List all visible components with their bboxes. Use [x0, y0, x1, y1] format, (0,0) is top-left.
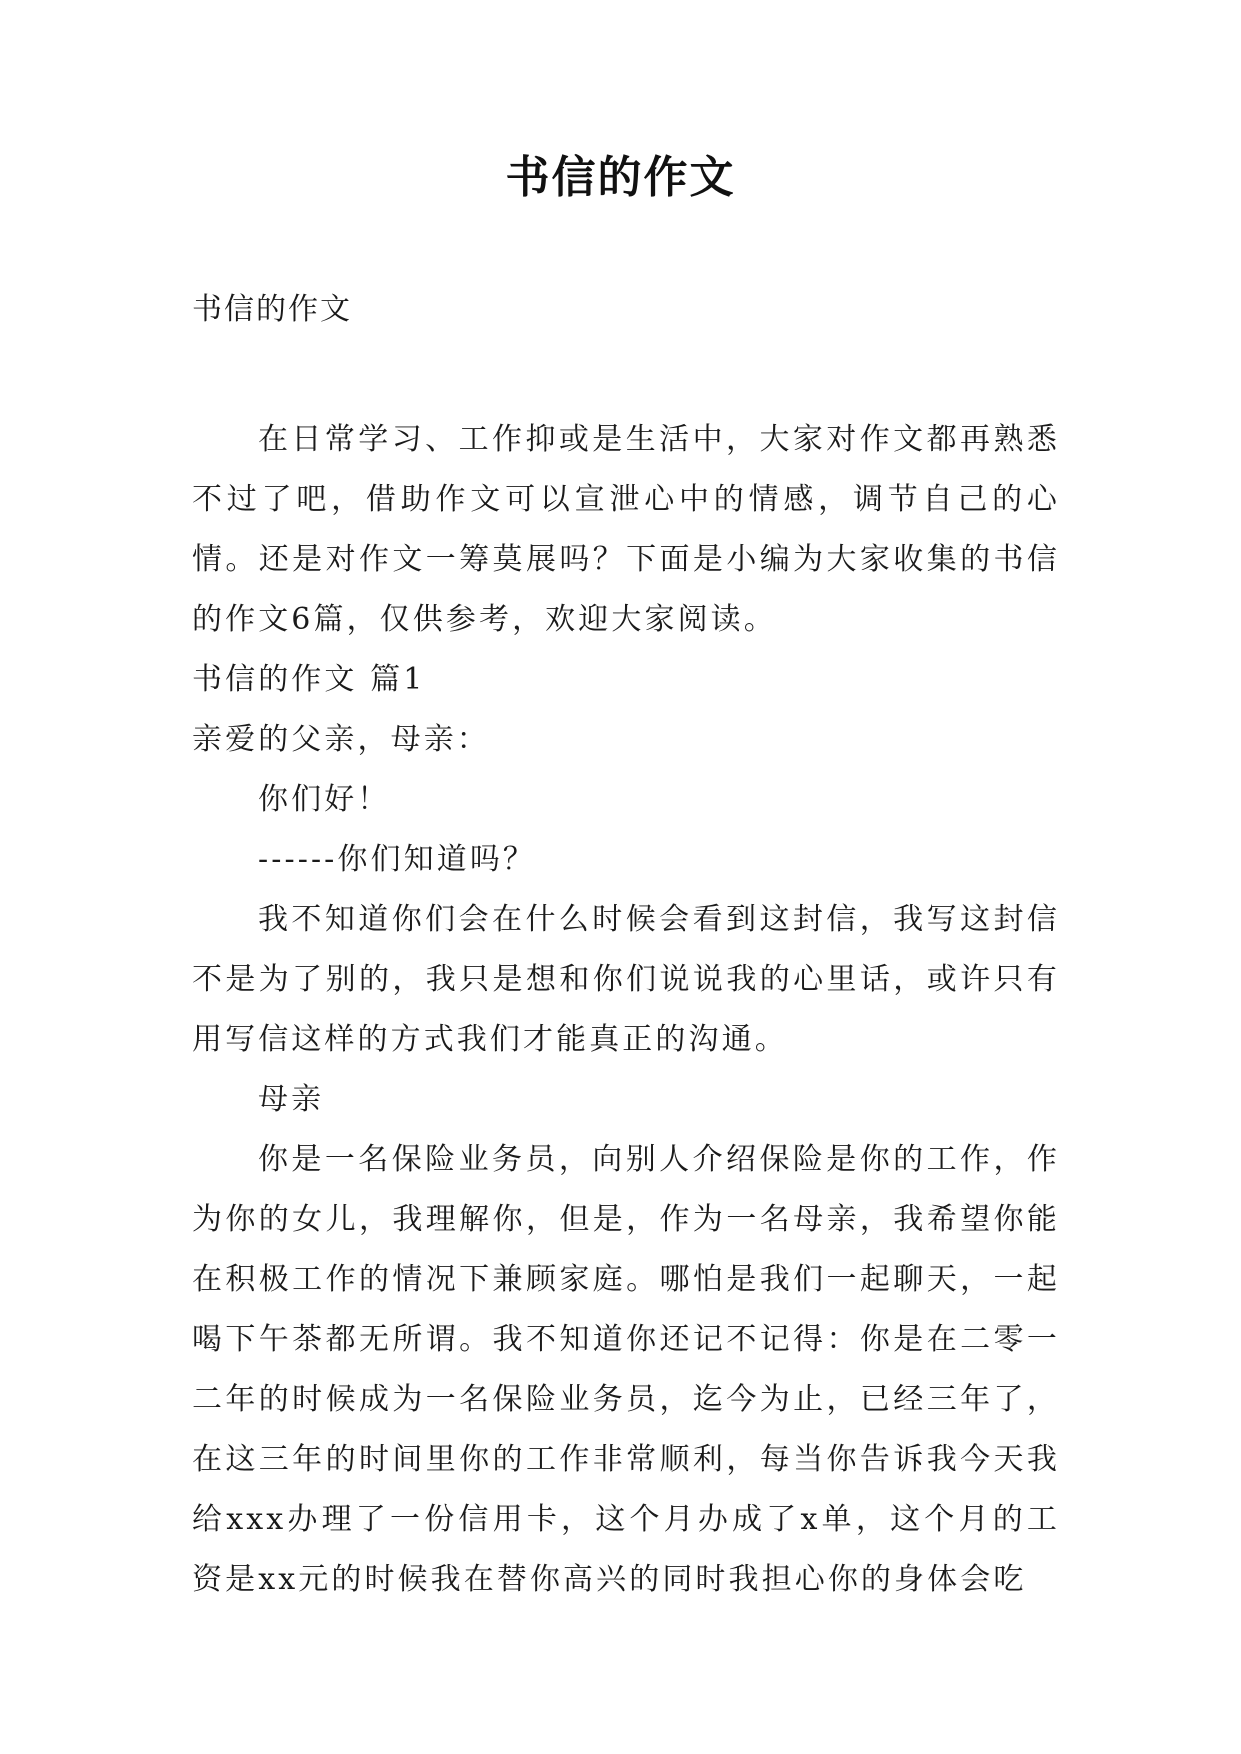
document-subtitle: 书信的作文 [192, 292, 352, 327]
letter-greeting: 你们好！ [258, 782, 391, 817]
letter-paragraph: 你是一名保险业务员，向别人介绍保险是你的工作，作为你的女儿，我理解你，但是，作为一名母亲，我希望你能在积极工作的情况下兼顾家庭。哪怕是我们一起聊天，一起喝下午茶都无所谓。我不知道你还记不记得：你是在二零一二年的时候成为一名保险业务员，迄今为止，已经三年了，在这三年的时间里你的工作非常顺利，每当你告诉我今天我给xxx办理了一份信用卡，这个月办成了x单，这个月的工资是xx元的时候我在替你高兴的同时我担心你的身体会吃 [192, 1142, 1060, 1597]
letter-subheading: 母亲 [258, 1082, 325, 1117]
document-body [192, 410, 1060, 1610]
letter-line: ------你们知道吗？ [258, 842, 537, 877]
section-heading: 书信的作文 篇1 [192, 662, 426, 697]
intro-paragraph: 在日常学习、工作抑或是生活中，大家对作文都再熟悉不过了吧，借助作文可以宣泄心中的情感，调节自己的心情。还是对作文一筹莫展吗？下面是小编为大家收集的书信的作文6篇，仅供参考，欢迎大家阅读。 [192, 422, 1060, 637]
document-title: 书信的作文 [505, 152, 736, 203]
letter-paragraph: 我不知道你们会在什么时候会看到这封信，我写这封信不是为了别的，我只是想和你们说说我的心里话，或许只有用写信这样的方式我们才能真正的沟通。 [192, 902, 1060, 1057]
letter-salutation: 亲爱的父亲，母亲： [192, 722, 490, 757]
